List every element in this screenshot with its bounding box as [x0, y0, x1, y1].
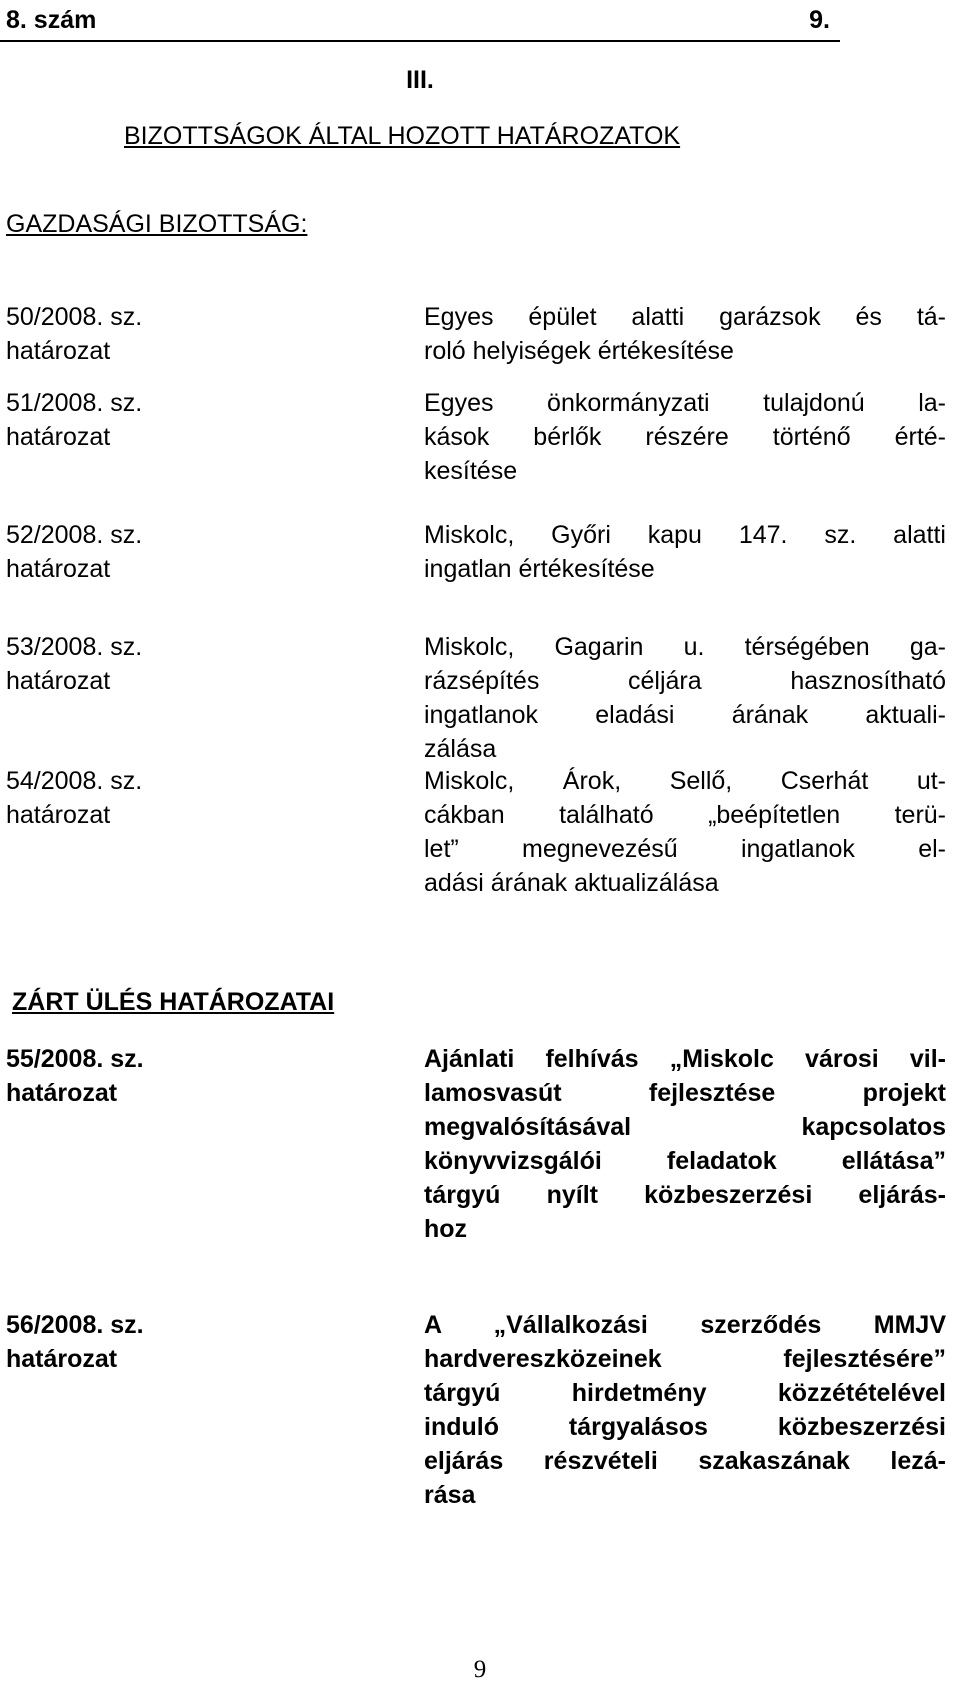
section-title: BIZOTTSÁGOK ÁLTAL HOZOTT HATÁROZATOK — [124, 122, 681, 150]
page-header — [0, 0, 840, 42]
resolution-subject — [424, 764, 946, 900]
resolution-subject — [424, 1308, 946, 1512]
subject-line: tárgyú nyílt közbeszerzési eljárás- — [424, 1181, 946, 1209]
subject-line: let” megnevezésű ingatlanok el- — [424, 835, 946, 863]
subject-line: roló helyiségek értékesítése — [424, 337, 734, 365]
subject-line: rása — [424, 1481, 476, 1509]
subject-line: Egyes épület alatti garázsok és tá- — [424, 303, 946, 331]
resolution-reference — [6, 518, 236, 586]
subject-line: kások bérlők részére történő érté- — [424, 423, 946, 451]
resolution-reference — [6, 1042, 236, 1110]
resolution-reference — [6, 630, 236, 698]
subject-line: könyvvizsgálói feladatok ellátása” — [424, 1147, 946, 1175]
subject-line: induló tárgyalásos közbeszerzési — [424, 1413, 946, 1441]
subject-line: ingatlanok eladási árának aktuali- — [424, 701, 946, 729]
resolution-kind: határozat — [6, 1345, 118, 1373]
closed-session-heading: ZÁRT ÜLÉS HATÁROZATAI — [12, 988, 335, 1016]
subject-line: adási árának aktualizálása — [424, 869, 719, 897]
chapter-number: III. — [406, 66, 434, 94]
committee-heading: GAZDASÁGI BIZOTTSÁG: — [6, 210, 308, 238]
subject-line: Miskolc, Győri kapu 147. sz. alatti — [424, 521, 946, 549]
subject-line: rázsépítés céljára hasznosítható — [424, 667, 946, 695]
resolution-number: 55/2008. sz. — [6, 1045, 144, 1073]
subject-line: A „Vállalkozási szerződés MMJV — [424, 1311, 946, 1339]
resolution-subject — [424, 386, 946, 488]
subject-line: hoz — [424, 1215, 468, 1243]
resolution-subject — [424, 630, 946, 766]
resolution-subject — [424, 300, 946, 368]
resolution-number: 52/2008. sz. — [6, 521, 143, 549]
resolution-number: 56/2008. sz. — [6, 1311, 144, 1339]
resolution-kind: határozat — [6, 801, 111, 829]
resolution-kind: határozat — [6, 555, 111, 583]
resolution-reference — [6, 1308, 236, 1376]
resolution-subject — [424, 1042, 946, 1246]
subject-line: Miskolc, Gagarin u. térségében ga- — [424, 633, 946, 661]
resolution-reference — [6, 300, 236, 368]
subject-line: cákban található „beépítetlen terü- — [424, 801, 946, 829]
resolution-number: 54/2008. sz. — [6, 767, 143, 795]
subject-line: lamosvasút fejlesztése projekt — [424, 1079, 946, 1107]
subject-line: eljárás részvételi szakaszának lezá- — [424, 1447, 946, 1475]
subject-line: kesítése — [424, 457, 518, 485]
resolution-number: 51/2008. sz. — [6, 389, 143, 417]
subject-line: ingatlan értékesítése — [424, 555, 655, 583]
subject-line: hardvereszközeinek fejlesztésére” — [424, 1345, 946, 1373]
subject-line: Ajánlati felhívás „Miskolc városi vil- — [424, 1045, 946, 1073]
issue-number: 8. szám — [6, 6, 97, 34]
resolution-kind: határozat — [6, 337, 111, 365]
resolution-number: 53/2008. sz. — [6, 633, 143, 661]
subject-line: Miskolc, Árok, Sellő, Cserhát ut- — [424, 767, 946, 795]
subject-line: tárgyú hirdetmény közzétételével — [424, 1379, 946, 1407]
subject-line: zálása — [424, 735, 497, 763]
resolution-number: 50/2008. sz. — [6, 303, 143, 331]
subject-line: megvalósításával kapcsolatos — [424, 1113, 946, 1141]
resolution-subject — [424, 518, 946, 586]
page-number: 9 — [473, 1656, 487, 1683]
resolution-reference — [6, 764, 236, 832]
resolution-kind: határozat — [6, 1079, 118, 1107]
resolution-reference — [6, 386, 236, 454]
resolution-kind: határozat — [6, 667, 111, 695]
resolution-kind: határozat — [6, 423, 111, 451]
subject-line: Egyes önkormányzati tulajdonú la- — [424, 389, 946, 417]
header-page-number: 9. — [809, 6, 830, 34]
